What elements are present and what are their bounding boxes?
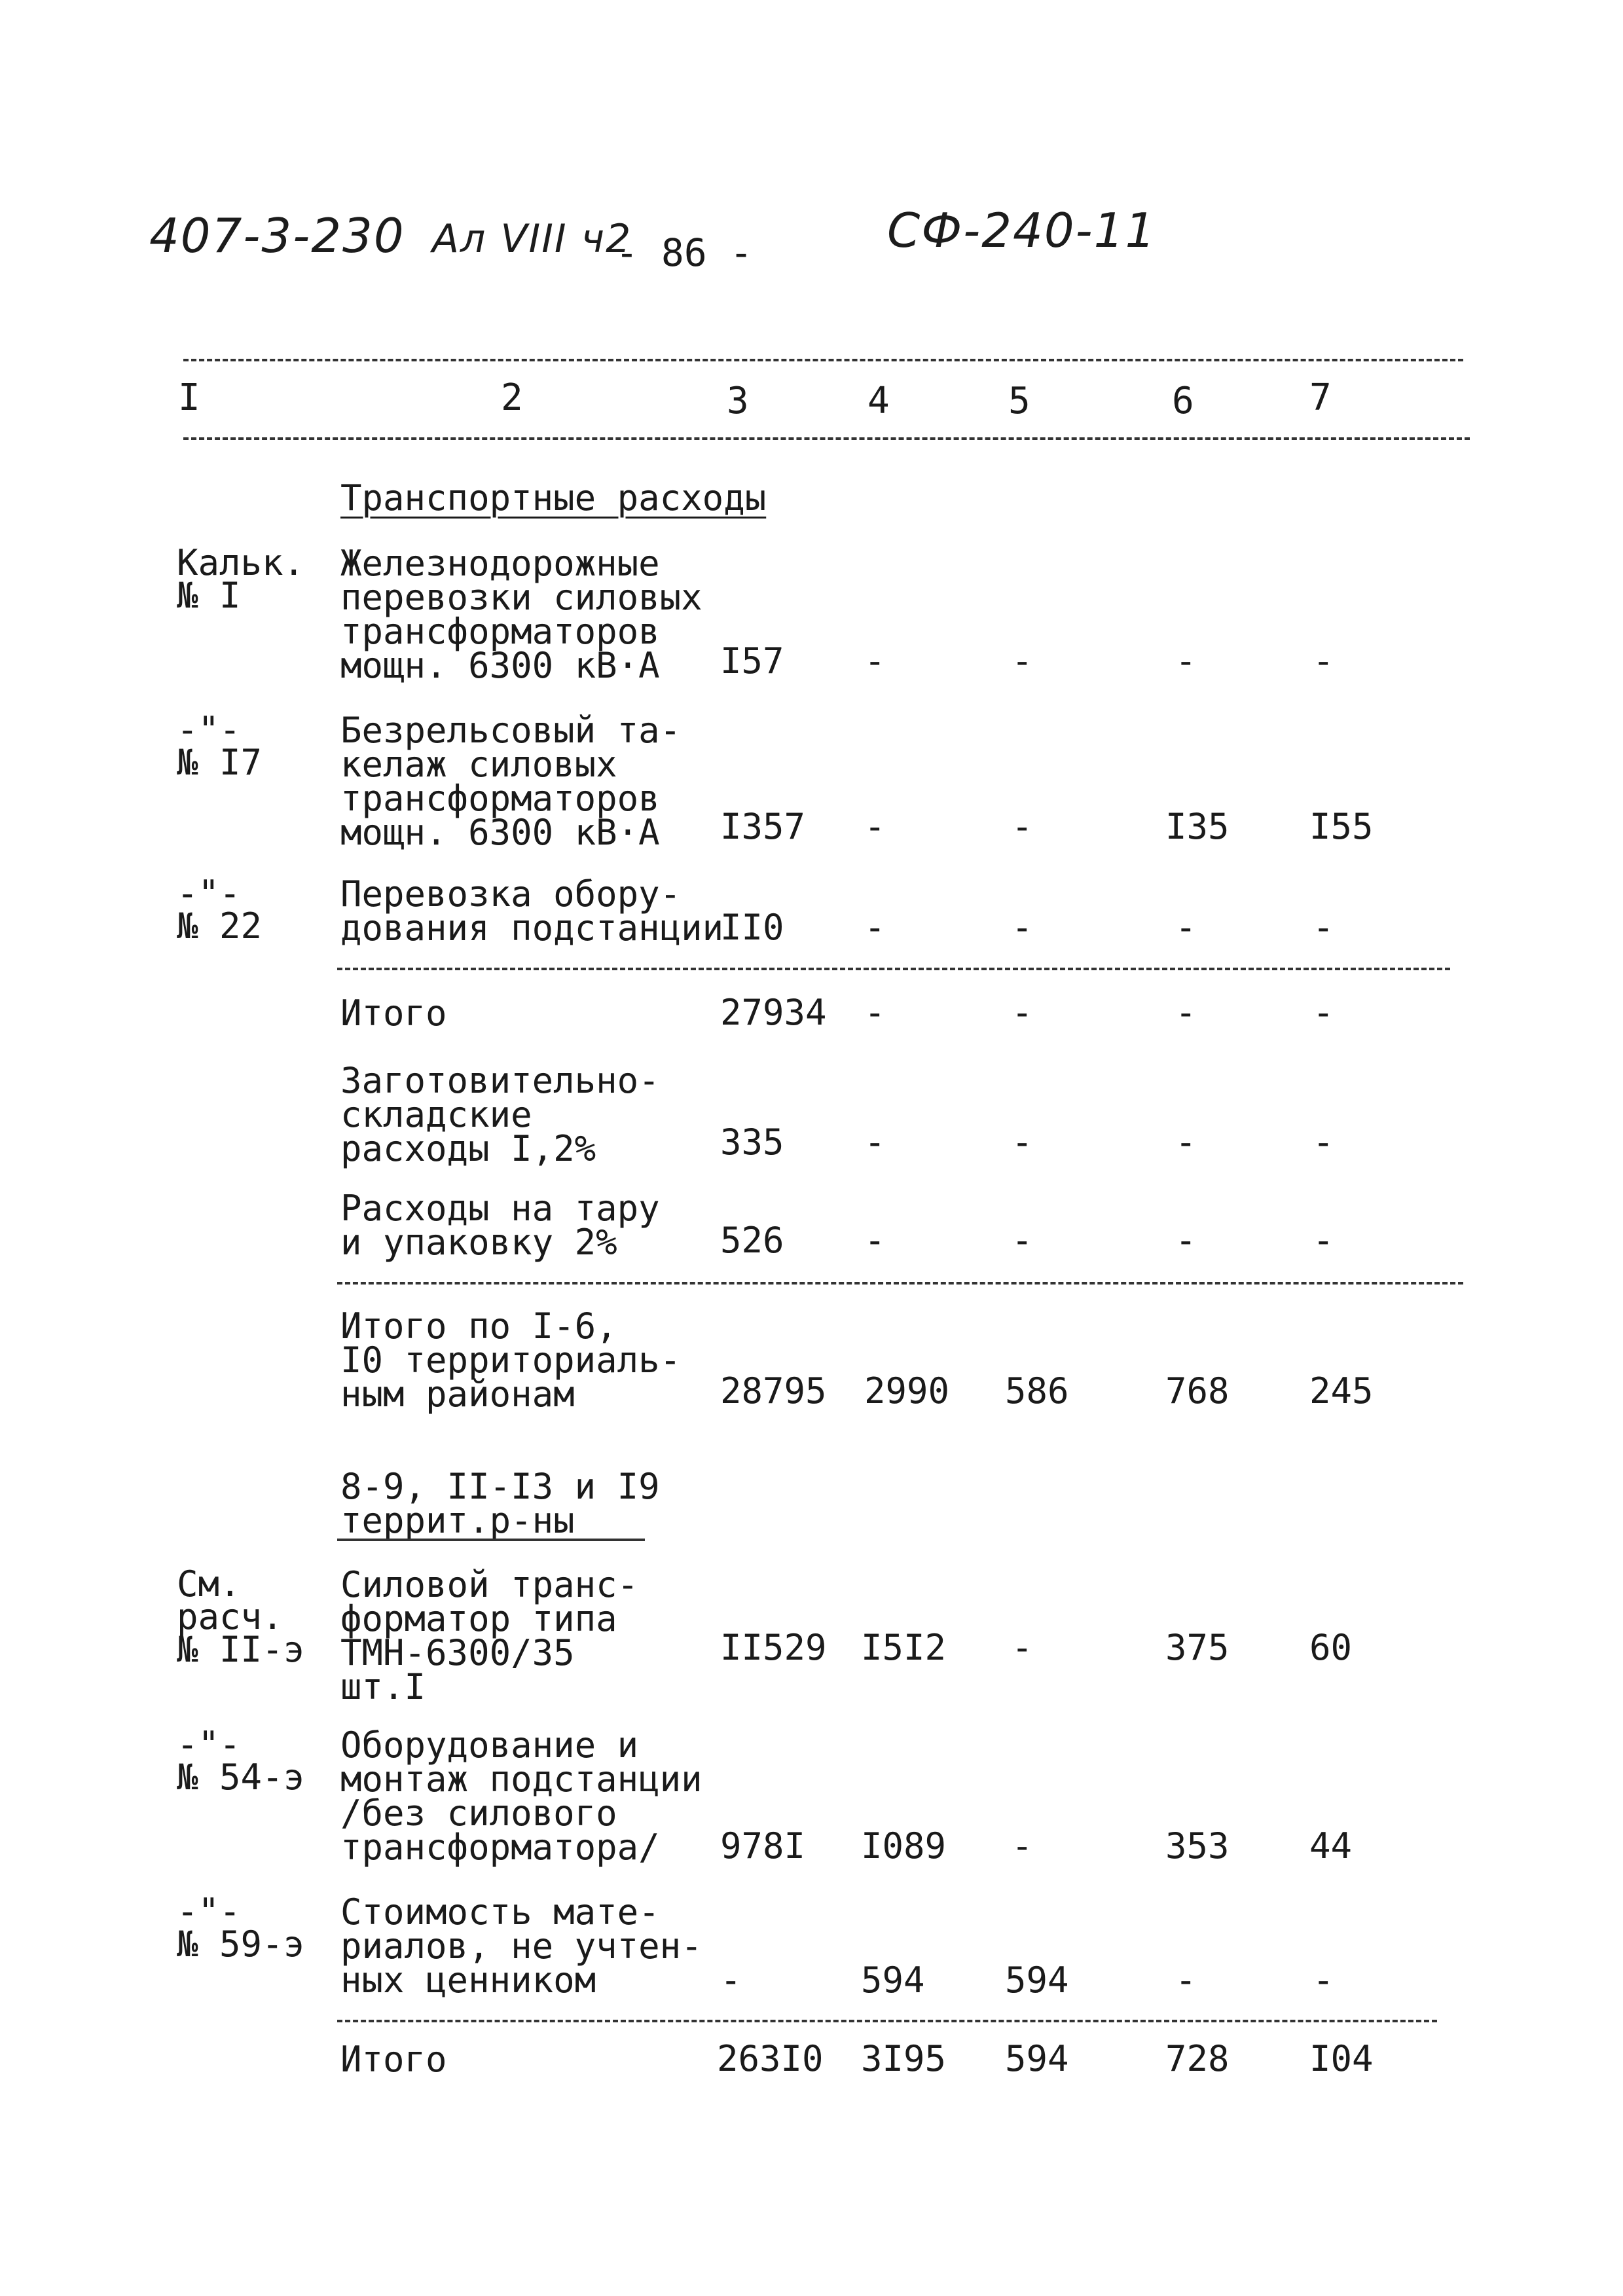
cell-col7: 44 — [1309, 1825, 1353, 1867]
cell-col6: 375 — [1165, 1627, 1230, 1668]
column-header-1: I — [178, 376, 200, 419]
cell-col4: - — [864, 1220, 886, 1261]
cell-col5: 594 — [1005, 2038, 1069, 2079]
cell-col6: 728 — [1165, 2038, 1230, 2079]
cell-col3: 27934 — [720, 992, 827, 1033]
final-total-rule — [337, 2020, 1437, 2022]
cell-col5: - — [1012, 806, 1033, 847]
cell-col6: - — [1175, 1220, 1197, 1261]
cell-col3: 28795 — [720, 1370, 827, 1412]
row-description: Расходы на тару и упаковку 2% — [340, 1188, 660, 1263]
cell-col7: - — [1313, 1121, 1334, 1163]
row-description: Силовой транс- форматор типа ТМН-6300/35 шт.I — [340, 1564, 639, 1707]
cell-col3: 526 — [720, 1220, 784, 1261]
cell-col5: 594 — [1005, 1959, 1069, 2001]
cell-col5: - — [1012, 1825, 1033, 1867]
row-description: Перевозка обору- дования подстанции — [340, 873, 724, 949]
column-header-4: 4 — [867, 380, 890, 422]
cell-col7: - — [1313, 907, 1334, 948]
row-description: Железнодорожные перевозки силовых трансформаторов мощн. 6300 кВ·А — [340, 543, 702, 686]
cell-col6: 353 — [1165, 1825, 1230, 1867]
section-title-territories: 8-9, II-I3 и I9 — [340, 1466, 660, 1507]
cell-col3: 335 — [720, 1121, 784, 1163]
header-bottom-rule — [183, 437, 1470, 440]
cell-col5: - — [1012, 907, 1033, 948]
cell-col6: - — [1175, 1959, 1197, 2001]
final-total-label: Итого — [340, 2039, 447, 2080]
cell-col6: I35 — [1165, 806, 1230, 847]
page-number: - 86 - — [615, 230, 753, 275]
cell-col3: II529 — [720, 1627, 827, 1668]
cell-col4: 2990 — [864, 1370, 950, 1412]
cell-col7: 245 — [1309, 1370, 1374, 1412]
column-header-7: 7 — [1309, 376, 1332, 419]
cell-col4: - — [864, 992, 886, 1033]
row-description: Стоимость мате- риалов, не учтен- ных ценником — [340, 1891, 702, 2001]
column-header-5: 5 — [1008, 380, 1030, 422]
column-header-2: 2 — [501, 376, 523, 419]
cell-col4: - — [864, 907, 886, 948]
section-underline — [337, 1539, 645, 1541]
row-description: Заготовительно- складские расходы I,2% — [340, 1060, 660, 1169]
row-ref: -"- № 22 — [177, 873, 263, 947]
cell-col4: - — [864, 806, 886, 847]
header-top-rule — [183, 359, 1463, 361]
cell-col4: I089 — [861, 1825, 947, 1867]
album-reference: Ал VIII ч2 — [432, 216, 632, 262]
cell-col6: - — [1175, 640, 1197, 682]
cell-col7: - — [1313, 992, 1334, 1033]
row-ref: См. расч. № II-э — [177, 1563, 305, 1670]
row-ref: -"- № 54-э — [177, 1724, 305, 1798]
cell-col3: I57 — [720, 640, 784, 682]
cell-col7: - — [1313, 640, 1334, 682]
cell-col4: - — [864, 640, 886, 682]
cell-col6: - — [1175, 907, 1197, 948]
cell-col7: - — [1313, 1220, 1334, 1261]
row-description: Оборудование и монтаж подстанции /без силового трансформатора/ — [340, 1724, 702, 1868]
cell-col7: 60 — [1309, 1627, 1353, 1668]
document-code: 407-3-230 — [149, 208, 405, 263]
total-rule — [337, 1282, 1463, 1285]
cell-col6: - — [1175, 992, 1197, 1033]
row-ref: -"- № I7 — [177, 709, 263, 783]
cell-col4: 594 — [861, 1959, 925, 2001]
cell-col3: II0 — [720, 907, 784, 948]
cell-col7: - — [1313, 1959, 1334, 2001]
section-title-transport: Транспортные расходы — [340, 477, 767, 519]
row-ref: Кальк. № I — [177, 542, 305, 616]
section-title-territories-line2: террит.р-ны — [340, 1500, 575, 1541]
cell-col4: - — [864, 1121, 886, 1163]
cell-col3: - — [720, 1959, 742, 2001]
cell-col5: - — [1012, 1121, 1033, 1163]
column-header-3: 3 — [727, 380, 749, 422]
row-description: Итого по I-6, I0 территориаль- ным районам — [340, 1305, 682, 1415]
cell-col5: 586 — [1005, 1370, 1069, 1412]
cell-col5: - — [1012, 992, 1033, 1033]
cell-col3: 978I — [720, 1825, 806, 1867]
row-ref: -"- № 59-э — [177, 1891, 305, 1965]
sheet-code: СФ-240-11 — [887, 203, 1157, 258]
cell-col3: I357 — [720, 806, 806, 847]
cell-col5: - — [1012, 640, 1033, 682]
cell-col4: 3I95 — [861, 2038, 947, 2079]
cell-col6: 768 — [1165, 1370, 1230, 1412]
cell-col5: - — [1012, 1627, 1033, 1668]
cell-col4: I5I2 — [861, 1627, 947, 1668]
row-description: Безрельсовый та- келаж силовых трансформаторов мощн. 6300 кВ·А — [340, 710, 682, 853]
column-header-6: 6 — [1172, 380, 1194, 422]
subtotal-rule — [337, 968, 1450, 970]
cell-col6: - — [1175, 1121, 1197, 1163]
cell-col5: - — [1012, 1220, 1033, 1261]
cell-col3: 263I0 — [717, 2038, 824, 2079]
cell-col7: I55 — [1309, 806, 1374, 847]
subtotal-label: Итого — [340, 993, 447, 1034]
cell-col7: I04 — [1309, 2038, 1374, 2079]
